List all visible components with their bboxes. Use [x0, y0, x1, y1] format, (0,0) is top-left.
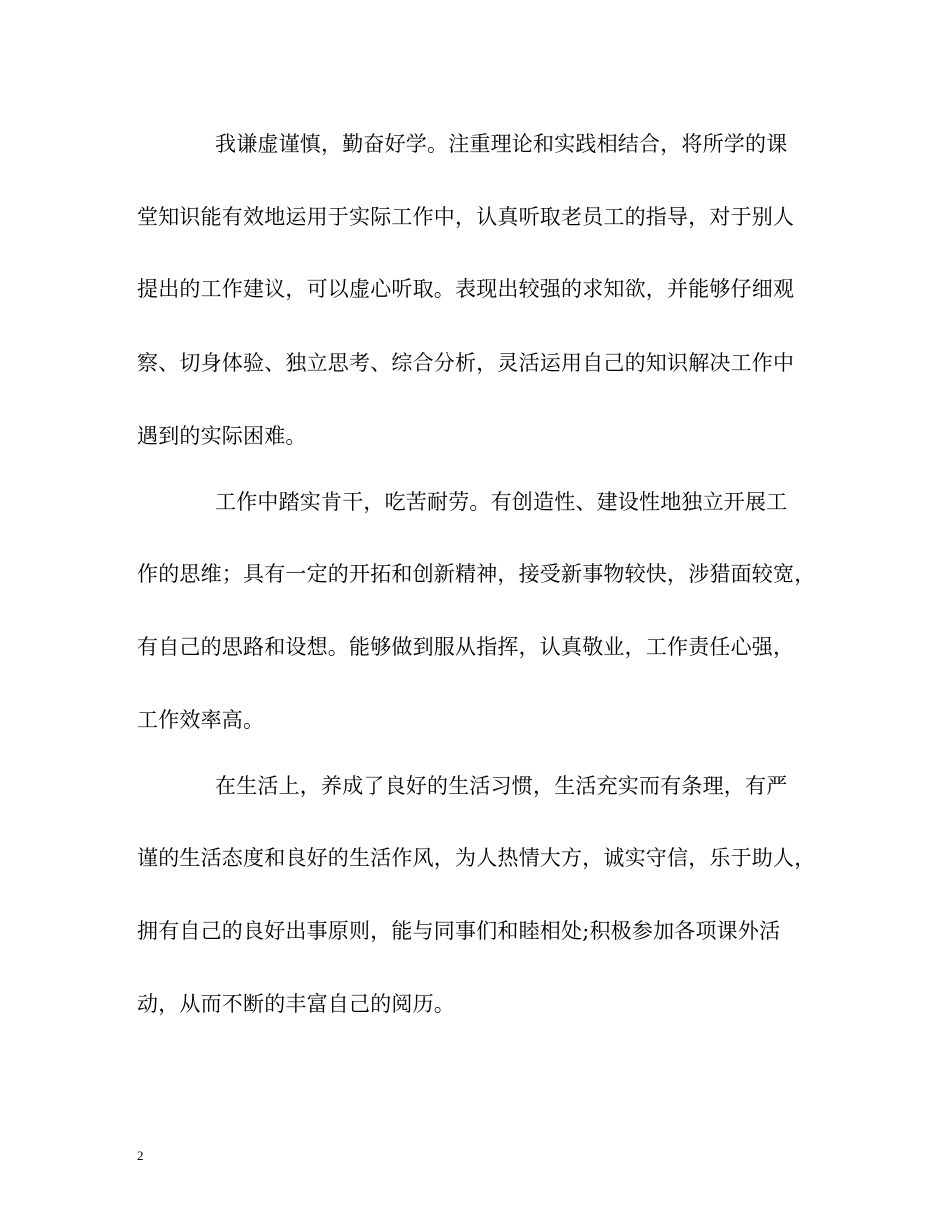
paragraph-line: 提出的工作建议，可以虚心听取。表现出较强的求知欲，并能够仔细观: [137, 277, 795, 301]
paragraph-line: 在生活上，养成了良好的生活习惯，生活充实而有条理，有严: [215, 774, 788, 798]
paragraph-line: 拥有自己的良好出事原则，能与同事们和睦相处;积极参加各项课外活: [137, 919, 781, 943]
paragraph-line: 察、切身体验、独立思考、综合分析，灵活运用自己的知识解决工作中: [137, 351, 795, 375]
paragraph-line: 作的思维；具有一定的开拓和创新精神，接受新事物较快，涉猎面较宽，: [137, 562, 816, 586]
paragraph-line: 我谦虚谨慎，勤奋好学。注重理论和实践相结合，将所学的课: [215, 132, 788, 156]
paragraph-line: 堂知识能有效地运用于实际工作中，认真听取老员工的指导，对于别人: [137, 205, 795, 229]
paragraph-line: 工作效率高。: [137, 708, 265, 732]
paragraph-line: 工作中踏实肯干，吃苦耐劳。有创造性、建设性地独立开展工: [215, 490, 788, 514]
paragraph-line: 遇到的实际困难。: [137, 424, 307, 448]
paragraph-line: 动，从而不断的丰富自己的阅历。: [137, 992, 455, 1016]
page-number: 2: [137, 1148, 144, 1163]
paragraph-line: 谨的生活态度和良好的生活作风，为人热情大方，诚实守信，乐于助人，: [137, 846, 816, 870]
paragraph-line: 有自己的思路和设想。能够做到服从指挥，认真敬业，工作责任心强，: [137, 635, 795, 659]
